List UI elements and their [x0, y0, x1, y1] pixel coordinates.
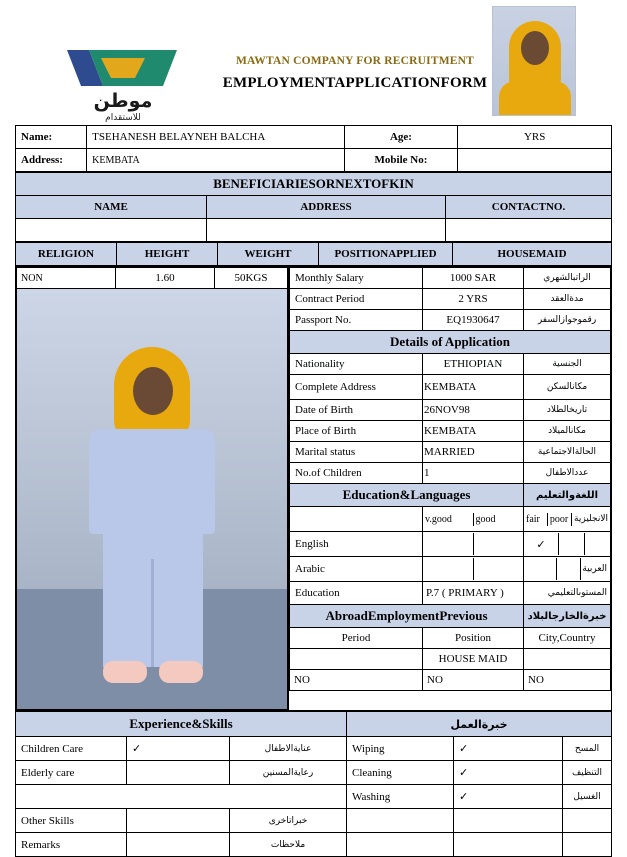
skill-arabic-blank-2: [563, 833, 612, 857]
detail-value-1: KEMBATA: [423, 375, 524, 400]
abroad-col-city: City,Country: [524, 628, 611, 649]
abroad-period-value: NO: [290, 670, 423, 691]
skill-arabic-cleaning: التنظيف: [563, 761, 612, 785]
skill-check-cleaning: ✓: [454, 761, 563, 785]
applicant-photo-large: [17, 289, 287, 709]
table-row: [16, 809, 612, 833]
mobile-value: [458, 149, 612, 172]
contract-value-2: EQ1930647: [423, 310, 524, 331]
skill-check-children-care: ✓: [127, 737, 230, 761]
table-row: [290, 628, 611, 649]
table-row: [16, 126, 612, 149]
skill-arabic-elderly-care: رعايةالمسنين: [230, 761, 347, 785]
table-row: [290, 582, 611, 605]
details-section-title: Details of Application: [290, 331, 611, 354]
weight-label: WEIGHT: [218, 243, 319, 266]
language-label-english: English: [290, 532, 423, 557]
title-block: [210, 55, 500, 92]
logo-mark-icon: [67, 48, 179, 88]
table-row: [16, 785, 612, 809]
company-logo: [58, 48, 188, 123]
table-row: [290, 421, 611, 442]
skill-label-elderly-care: Elderly care: [16, 761, 127, 785]
table-row: [290, 463, 611, 484]
table-row: [290, 375, 611, 400]
detail-label-2: Date of Birth: [290, 400, 423, 421]
weight-value: 50KGS: [215, 268, 288, 289]
detail-label-1: Complete Address: [290, 375, 423, 400]
table-row: [17, 268, 288, 289]
table-row: [290, 354, 611, 375]
abroad-section-title: AbroadEmploymentPrevious: [290, 605, 524, 628]
name-value: TSEHANESH BELAYNEH BALCHA: [87, 126, 344, 149]
skill-arabic-other-skills: خبراتاخرى: [230, 809, 347, 833]
table-row: [290, 484, 611, 507]
kin-address-value: [207, 219, 446, 242]
rating-header-vgood: v.good: [423, 513, 473, 526]
position-applied-value: HOUSEMAID: [453, 243, 612, 266]
table-row: [290, 670, 611, 691]
contract-arabic-1: مدةالعقد: [524, 289, 611, 310]
mobile-label: Mobile No:: [344, 149, 458, 172]
detail-value-5: 1: [423, 463, 524, 484]
rating-header-fair: fair: [524, 513, 547, 526]
form-body: [15, 266, 612, 857]
skills-section-arabic: خبرةالعمل: [347, 712, 612, 737]
language-label-arabic: Arabic: [290, 557, 423, 582]
physical-header-table: [15, 242, 612, 266]
address-value: KEMBATA: [87, 149, 344, 172]
company-name: MAWTAN COMPANY FOR RECRUITMENT: [235, 55, 474, 67]
table-row: [16, 737, 612, 761]
education-value: P.7 ( PRIMARY ): [423, 582, 524, 605]
contract-arabic-0: الراتبالشهري: [524, 268, 611, 289]
applicant-basic-table: [15, 125, 612, 172]
right-details-table: [289, 267, 611, 691]
detail-value-2: 26NOV98: [423, 400, 524, 421]
table-row: [17, 289, 288, 710]
skill-arabic-washing: الغسيل: [563, 785, 612, 809]
detail-arabic-2: تاريخالطلاد: [524, 400, 611, 421]
body-layout-table: [15, 266, 612, 711]
education-label: Education: [290, 582, 423, 605]
skill-label-cleaning: Cleaning: [347, 761, 454, 785]
detail-arabic-3: مكانالميلاد: [524, 421, 611, 442]
skill-label-remarks: Remarks: [16, 833, 127, 857]
education-section-title: Education&Languages: [290, 484, 524, 507]
english-fair-check: ✓: [524, 533, 558, 555]
education-arabic: المستوىالتعليمي: [524, 582, 611, 605]
arabic-language-arabic-label: العربية: [582, 564, 607, 574]
contract-label-0: Monthly Salary: [290, 268, 423, 289]
contract-label-1: Contract Period: [290, 289, 423, 310]
table-row: [290, 400, 611, 421]
age-label: Age:: [344, 126, 458, 149]
form-title: EMPLOYMENTAPPLICATIONFORM: [222, 75, 488, 91]
table-row: [290, 268, 611, 289]
abroad-col-period: Period: [290, 628, 423, 649]
abroad-col-position: Position: [423, 628, 524, 649]
detail-label-0: Nationality: [290, 354, 423, 375]
language-column-arabic: الانجليزية: [574, 514, 608, 524]
age-value: YRS: [458, 126, 612, 149]
table-row: [16, 267, 612, 711]
skill-check-wiping: ✓: [454, 737, 563, 761]
detail-arabic-4: الحالةالاجتماعية: [524, 442, 611, 463]
skill-label-washing: Washing: [347, 785, 454, 809]
table-row: [290, 605, 611, 628]
detail-label-3: Place of Birth: [290, 421, 423, 442]
logo-arabic-sub: للاستقدام: [105, 113, 141, 123]
kin-col-address: ADDRESS: [207, 196, 446, 219]
table-row: [16, 149, 612, 172]
detail-arabic-1: مكانالسكن: [524, 375, 611, 400]
table-row: [16, 833, 612, 857]
detail-label-4: Marital status: [290, 442, 423, 463]
kin-name-value: [16, 219, 207, 242]
contract-value-0: 1000 SAR: [423, 268, 524, 289]
contract-arabic-2: رقموجوازالسفر: [524, 310, 611, 331]
position-applied-label: POSITIONAPPLIED: [319, 243, 453, 266]
table-row: [16, 712, 612, 737]
skill-label-blank-2: [347, 833, 454, 857]
table-row: [16, 219, 612, 242]
table-row: [16, 173, 612, 196]
kin-contact-value: [446, 219, 612, 242]
skill-arabic-wiping: المسح: [563, 737, 612, 761]
table-row: [290, 310, 611, 331]
height-value: 1.60: [116, 268, 215, 289]
table-row: [290, 331, 611, 354]
detail-value-3: KEMBATA: [423, 421, 524, 442]
detail-arabic-0: الجنسية: [524, 354, 611, 375]
height-label: HEIGHT: [117, 243, 218, 266]
skill-arabic-remarks: ملاحظات: [230, 833, 347, 857]
skill-check-blank-1: [454, 809, 563, 833]
skill-arabic-children-care: عنايةالاطفال: [230, 737, 347, 761]
abroad-section-arabic: خبرةالخارجالبلاد: [524, 605, 611, 628]
detail-label-5: No.of Children: [290, 463, 423, 484]
detail-value-0: ETHIOPIAN: [423, 354, 524, 375]
skill-check-elderly-care: [127, 761, 230, 785]
table-row: [16, 196, 612, 219]
contract-value-1: 2 YRS: [423, 289, 524, 310]
table-row: [290, 289, 611, 310]
skill-label-other-skills: Other Skills: [16, 809, 127, 833]
skill-arabic-blank-1: [563, 809, 612, 833]
kin-col-name: NAME: [16, 196, 207, 219]
detail-value-4: MARRIED: [423, 442, 524, 463]
table-row: [16, 761, 612, 785]
table-row: [16, 243, 612, 266]
abroad-position-row-value: NO: [423, 670, 524, 691]
skill-label-children-care: Children Care: [16, 737, 127, 761]
next-of-kin-table: [15, 172, 612, 242]
rating-header-poor: poor: [547, 513, 571, 526]
form-header: [0, 0, 627, 125]
table-row: [290, 649, 611, 670]
religion-value: NON: [17, 268, 116, 289]
education-section-arabic: اللغةوالتعليم: [524, 484, 611, 507]
table-row: [290, 442, 611, 463]
rating-header-good: good: [475, 513, 496, 525]
skill-label-blank-1: [347, 809, 454, 833]
logo-arabic-name: موطن: [93, 90, 153, 112]
applicant-photo-small: [492, 6, 576, 116]
detail-arabic-5: عددالاطفال: [524, 463, 611, 484]
name-label: Name:: [16, 126, 87, 149]
table-row: [290, 507, 611, 532]
skill-check-other-skills: [127, 809, 230, 833]
skill-check-remarks: [127, 833, 230, 857]
skills-table: [15, 711, 612, 857]
skill-label-wiping: Wiping: [347, 737, 454, 761]
abroad-position-value: HOUSE MAID: [423, 649, 524, 670]
contract-label-2: Passport No.: [290, 310, 423, 331]
skill-check-blank-2: [454, 833, 563, 857]
kin-col-contact: CONTACTNO.: [446, 196, 612, 219]
abroad-city-value: NO: [524, 670, 611, 691]
skill-check-washing: ✓: [454, 785, 563, 809]
kin-section-title: BENEFICIARIESORNEXTOFKIN: [16, 173, 612, 196]
table-row: [290, 532, 611, 557]
address-label: Address:: [16, 149, 87, 172]
skills-section-title: Experience&Skills: [16, 712, 347, 737]
table-row: [290, 557, 611, 582]
religion-label: RELIGION: [16, 243, 117, 266]
